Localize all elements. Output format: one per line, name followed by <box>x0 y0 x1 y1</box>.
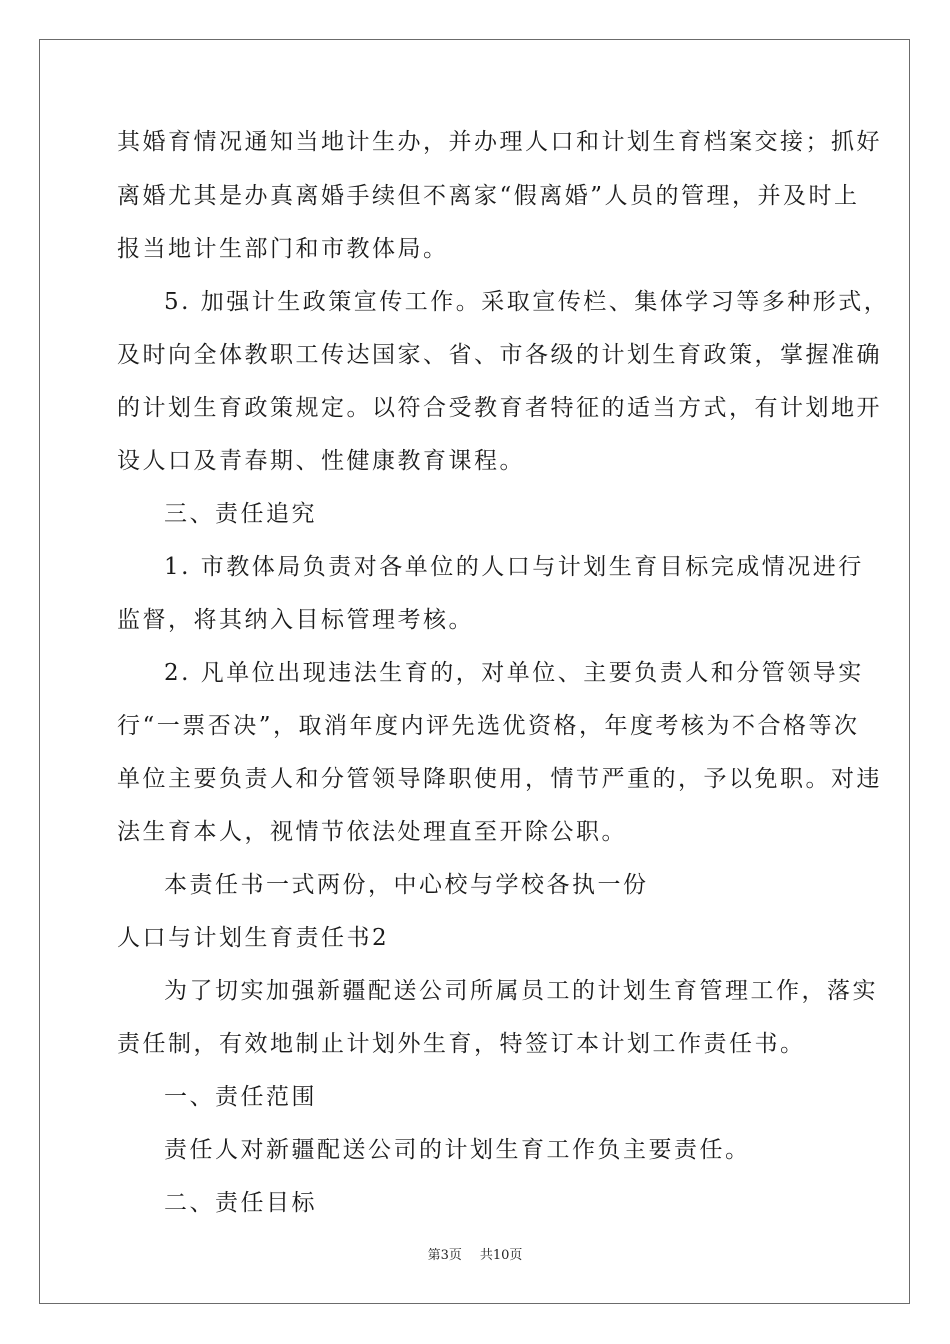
section-heading: 一、责任范围 <box>164 1084 317 1110</box>
text-line: 及时向全体教职工传达国家、省、市各级的计划生育政策，掌握准确 <box>117 342 882 368</box>
page-number: 第3页 <box>427 1248 462 1263</box>
text-line: 为了切实加强新疆配送公司所属员工的计划生育管理工作，落实 <box>164 978 878 1004</box>
document-title: 人口与计划生育责任书2 <box>117 925 390 951</box>
page-footer <box>0 1248 950 1264</box>
section-heading: 二、责任目标 <box>164 1190 317 1216</box>
text-line: 1. 市教体局负责对各单位的人口与计划生育目标完成情况进行 <box>164 554 864 580</box>
text-line: 报当地计生部门和市教体局。 <box>117 236 449 262</box>
text-line: 2. 凡单位出现违法生育的，对单位、主要负责人和分管领导实 <box>164 660 864 686</box>
text-line: 的计划生育政策规定。以符合受教育者特征的适当方式，有计划地开 <box>117 395 882 421</box>
text-line: 本责任书一式两份，中心校与学校各执一份 <box>164 872 649 898</box>
text-line: 设人口及青春期、性健康教育课程。 <box>117 448 525 474</box>
section-heading: 三、责任追究 <box>164 501 317 527</box>
text-line: 5. 加强计生政策宣传工作。采取宣传栏、集体学习等多种形式， <box>164 289 890 315</box>
page-total: 共10页 <box>479 1248 523 1263</box>
text-line: 法生育本人，视情节依法处理直至开除公职。 <box>117 819 627 845</box>
text-line: 离婚尤其是办真离婚手续但不离家“假离婚”人员的管理，并及时上 <box>117 183 860 209</box>
text-line: 责任制，有效地制止计划外生育，特签订本计划工作责任书。 <box>117 1031 806 1057</box>
text-line: 其婚育情况通知当地计生办，并办理人口和计划生育档案交接；抓好 <box>117 129 882 155</box>
text-line: 监督，将其纳入目标管理考核。 <box>117 607 474 633</box>
text-line: 单位主要负责人和分管领导降职使用，情节严重的，予以免职。对违 <box>117 766 882 792</box>
text-line: 责任人对新疆配送公司的计划生育工作负主要责任。 <box>164 1137 751 1163</box>
text-line: 行“一票否决”，取消年度内评先选优资格，年度考核为不合格等次 <box>117 713 860 739</box>
